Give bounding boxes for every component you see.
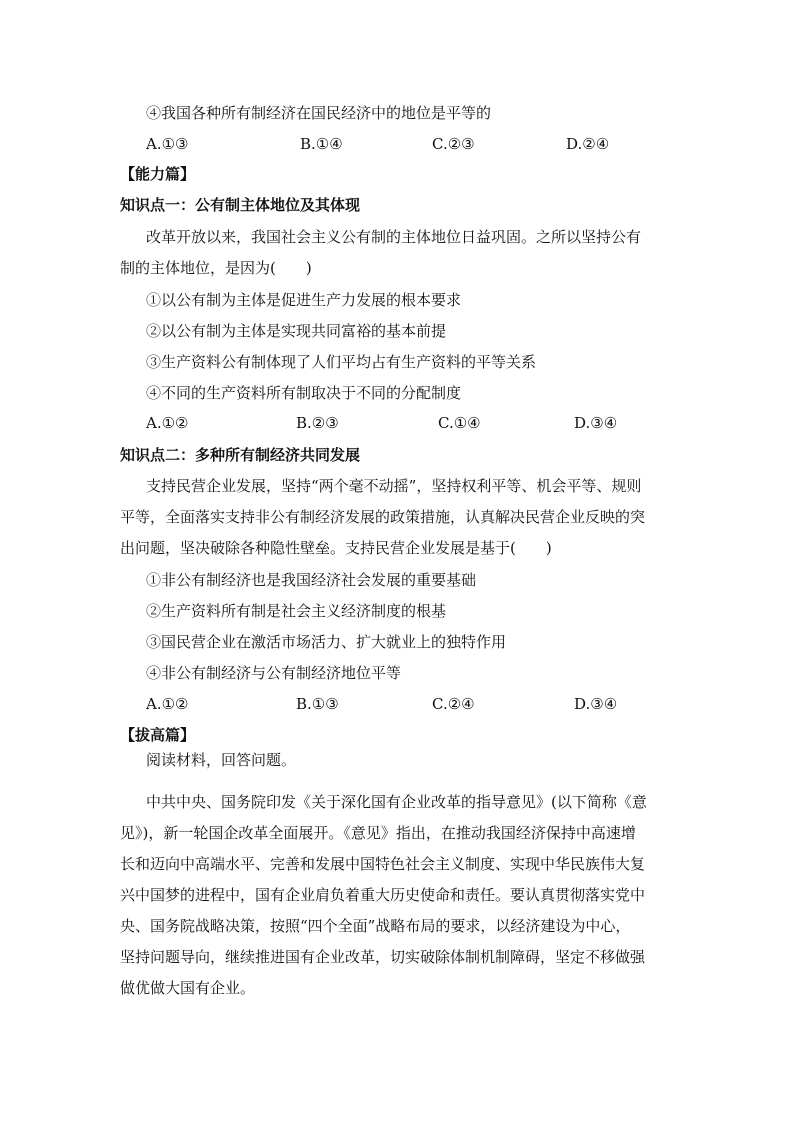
kp1-stem-line-1: 改革开放以来，我国社会主义公有制的主体地位日益巩固。之所以坚持公有 [146,228,642,246]
section-heading-ability: 【能力篇】 [120,165,196,183]
kp1-stem-line-2: 制的主体地位，是因为( ) [120,259,312,277]
kp1-item-1: ①以公有制为主体是促进生产力发展的根本要求 [146,291,462,309]
kp1-option-c: C.①④ [438,414,481,432]
material-line-7: 做优做大国有企业。 [120,979,256,997]
material-line-5: 央、国务院战略决策，按照“四个全面”战略布局的要求，以经济建设为中心， [120,917,631,935]
section-heading-advanced: 【拔高篇】 [120,726,196,744]
kp2-option-d: D.③④ [574,695,618,713]
material-line-6: 坚持问题导向，继续推进国有企业改革，切实破除体制机制障碍，坚定不移做强 [120,948,646,966]
material-line-2: 见》)，新一轮国企改革全面展开。《意见》指出，在推动我国经济保持中高速增 [120,824,636,842]
kp2-option-a: A.①② [146,695,189,713]
kp1-option-a: A.①② [146,414,189,432]
knowledge-point-1-heading: 知识点一：公有制主体地位及其体现 [120,196,361,214]
kp1-option-b: B.②③ [296,414,339,432]
kp2-item-2: ②生产资料所有制是社会主义经济制度的根基 [146,602,447,620]
prev-question-item-4: ④我国各种所有制经济在国民经济中的地位是平等的 [146,104,492,122]
kp2-option-c: C.②④ [432,695,475,713]
prev-option-b: B.①④ [300,135,343,153]
prev-option-a: A.①③ [146,135,189,153]
material-line-4: 兴中国梦的进程中，国有企业肩负着重大历史使命和责任。要认真贯彻落实党中 [120,886,646,904]
prev-option-d: D.②④ [566,135,610,153]
kp2-item-4: ④非公有制经济与公有制经济地位平等 [146,664,402,682]
kp1-option-d: D.③④ [574,414,618,432]
kp1-item-2: ②以公有制为主体是实现共同富裕的基本前提 [146,322,447,340]
kp2-item-1: ①非公有制经济也是我国经济社会发展的重要基础 [146,571,477,589]
kp1-item-4: ④不同的生产资料所有制取决于不同的分配制度 [146,384,462,402]
prev-option-c: C.②③ [432,135,475,153]
advanced-instruction: 阅读材料，回答问题。 [146,751,297,769]
material-line-1: 中共中央、国务院印发《关于深化国有企业改革的指导意见》(以下简称《意 [146,793,647,811]
kp2-item-3: ③国民营企业在激活市场活力、扩大就业上的独特作用 [146,633,507,651]
material-line-3: 长和迈向中高端水平、完善和发展中国特色社会主义制度、实现中华民族伟大复 [120,855,646,873]
kp2-stem-line-1: 支持民营企业发展，坚持“两个毫不动摇”，坚持权利平等、机会平等、规则 [146,477,642,495]
kp1-item-3: ③生产资料公有制体现了人们平均占有生产资料的平等关系 [146,353,537,371]
kp2-stem-line-2: 平等，全面落实支持非公有制经济发展的政策措施，认真解决民营企业反映的突 [120,508,646,526]
knowledge-point-2-heading: 知识点二：多种所有制经济共同发展 [120,446,361,464]
kp2-stem-line-3: 出问题，坚决破除各种隐性壁垒。支持民营企业发展是基于( ) [120,539,552,557]
kp2-option-b: B.①③ [296,695,339,713]
